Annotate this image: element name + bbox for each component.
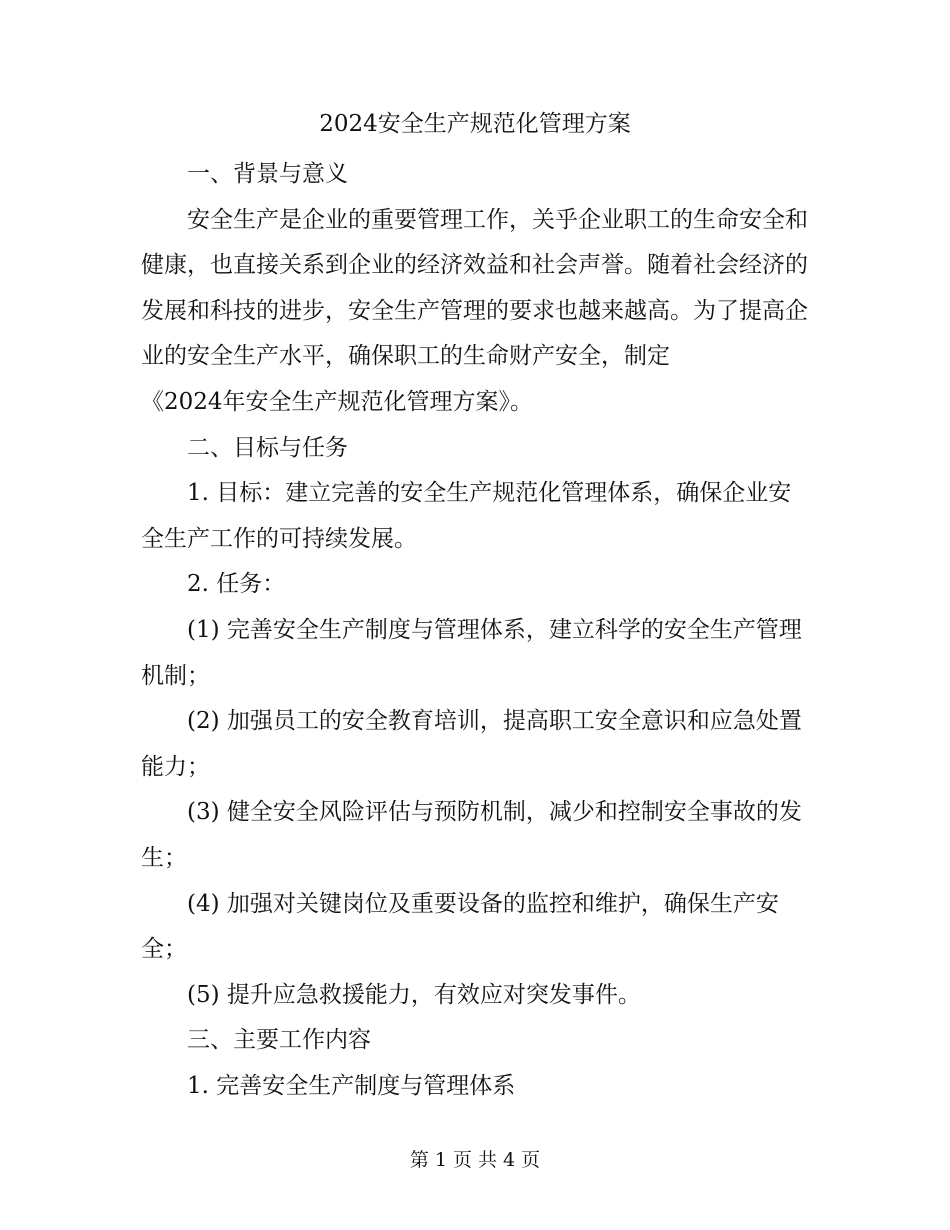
background-paragraph-continuation: 《2024年安全生产规范化管理方案》。 <box>141 388 534 415</box>
task-item-3: (3) 健全安全风险评估与预防机制，减少和控制安全事故的发生； <box>141 799 802 871</box>
task-item-2: (2) 加强员工的安全教育培训，提高职工安全意识和应急处置能力； <box>141 708 802 780</box>
main-work-item-1: 1. 完善安全生产制度与管理体系 <box>187 1072 516 1099</box>
task-item-1: (1) 完善安全生产制度与管理体系，建立科学的安全生产管理机制； <box>141 616 802 689</box>
task-item-5: (5) 提升应急救援能力，有效应对突发事件。 <box>187 981 641 1008</box>
document-body <box>141 152 811 1109</box>
task-item-4: (4) 加强对关键岗位及重要设备的监控和维护，确保生产安全； <box>141 890 779 963</box>
section-heading-background: 一、背景与意义 <box>187 161 348 187</box>
background-paragraph: 安全生产是企业的重要管理工作，关乎企业职工的生命安全和健康，也直接关系到企业的经济效益和社会声誉。随着社会经济的发展和科技的进步，安全生产管理的要求也越来越高。为了提高企业的安全生产水平，确保职工的生命财产安全，制定 <box>141 206 808 370</box>
page-number-footer: 第 1 页 共 4 页 <box>409 1149 541 1171</box>
section-heading-goals: 二、目标与任务 <box>187 434 348 461</box>
goal-item: 1. 目标：建立完善的安全生产规范化管理体系，确保企业安全生产工作的可持续发展。 <box>141 480 792 552</box>
section-heading-main-work: 三、主要工作内容 <box>187 1027 371 1054</box>
document-title: 2024安全生产规范化管理方案 <box>319 111 631 137</box>
tasks-heading: 2. 任务： <box>187 571 286 598</box>
